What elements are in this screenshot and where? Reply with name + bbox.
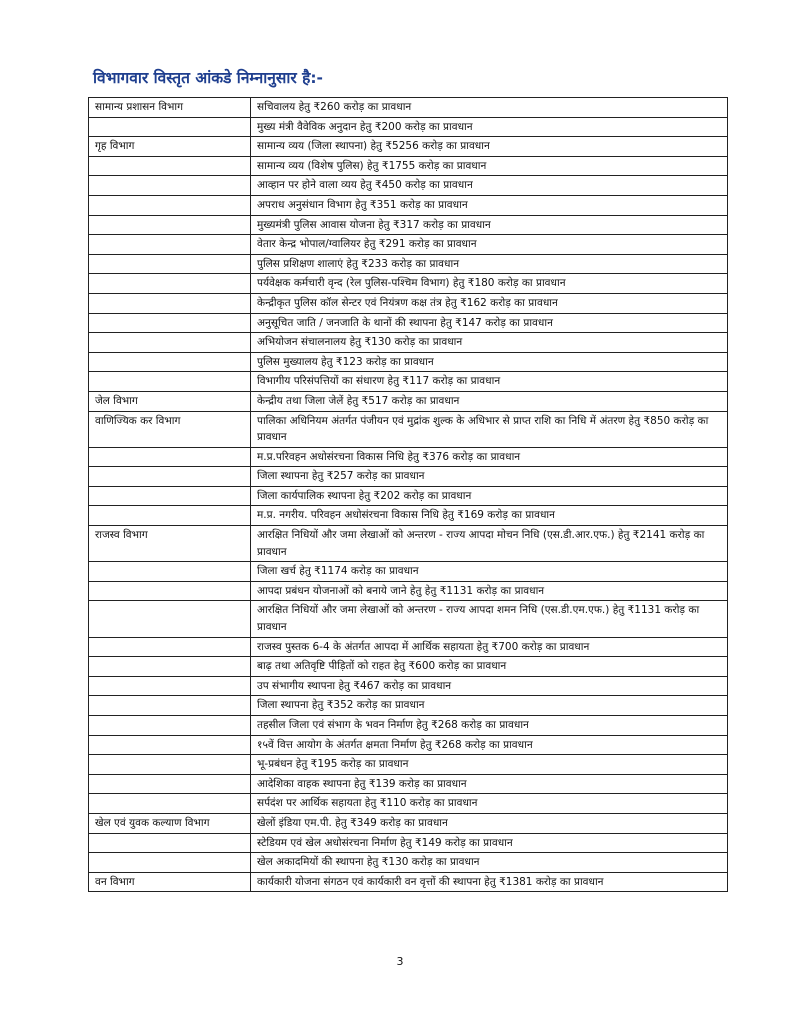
provision-cell: खेलों इंडिया एम.पी. हेतु ₹349 करोड़ का प्रावधान: [251, 813, 728, 833]
department-cell: [89, 794, 251, 814]
table-row: [89, 562, 728, 582]
provision-cell: सर्पदंश पर आर्थिक सहायता हेतु ₹110 करोड़ का प्रावधान: [251, 794, 728, 814]
department-cell: [89, 333, 251, 353]
table-row: [89, 794, 728, 814]
table-row: [89, 813, 728, 833]
department-cell: [89, 506, 251, 526]
table-row: [89, 274, 728, 294]
provision-cell: जिला खर्च हेतु ₹1174 करोड़ का प्रावधान: [251, 562, 728, 582]
table-row: [89, 447, 728, 467]
table-row: [89, 372, 728, 392]
provision-cell: १५वें वित्त आयोग के अंतर्गत क्षमता निर्माण हेतु ₹268 करोड़ का प्रावधान: [251, 735, 728, 755]
provision-cell: विभागीय परिसंपत्तियों का संधारण हेतु ₹117 करोड़ का प्रावधान: [251, 372, 728, 392]
table-row: [89, 98, 728, 118]
table-row: [89, 391, 728, 411]
table-row: [89, 696, 728, 716]
provision-cell: सामान्य व्यय (विशेष पुलिस) हेतु ₹1755 करोड़ का प्रावधान: [251, 156, 728, 176]
department-cell: [89, 637, 251, 657]
provision-cell: वेतार केन्द्र भोपाल/ग्वालियर हेतु ₹291 करोड़ का प्रावधान: [251, 235, 728, 255]
table-row: [89, 637, 728, 657]
provision-cell: आरक्षित निधियों और जमा लेखाओं को अन्तरण - राज्य आपदा मोचन निधि (एस.डी.आर.एफ.) हेतु ₹2141 करोड़ का प्रावधान: [251, 526, 728, 562]
department-cell: [89, 235, 251, 255]
page-heading: विभागवार विस्तृत आंकडे निम्नानुसार है:-: [93, 69, 323, 87]
department-cell: [89, 774, 251, 794]
provision-cell: म.प्र.परिवहन अधोसंरचना विकास निधि हेतु ₹376 करोड़ का प्रावधान: [251, 447, 728, 467]
provision-cell: बाढ़ तथा अतिवृष्टि पीड़ितों को राहत हेतु ₹600 करोड़ का प्रावधान: [251, 657, 728, 677]
provision-cell: पर्यवेक्षक कर्मचारी वृन्द (रेल पुलिस-पश्चिम विभाग) हेतु ₹180 करोड़ का प्रावधान: [251, 274, 728, 294]
department-cell: गृह विभाग: [89, 137, 251, 157]
provision-cell: जिला स्थापना हेतु ₹257 करोड़ का प्रावधान: [251, 467, 728, 487]
department-cell: [89, 486, 251, 506]
provision-cell: आरक्षित निधियों और जमा लेखाओं को अन्तरण - राज्य आपदा शमन निधि (एस.डी.एम.एफ.) हेतु ₹1131 करोड़ का प्रावधान: [251, 601, 728, 637]
provision-cell: कार्यकारी योजना संगठन एवं कार्यकारी वन वृत्तों की स्थापना हेतु ₹1381 करोड़ का प्रावधान: [251, 872, 728, 892]
table-row: [89, 176, 728, 196]
department-cell: [89, 274, 251, 294]
page-number: 3: [396, 955, 404, 968]
department-cell: [89, 657, 251, 677]
provision-cell: अनुसूचित जाति / जनजाति के थानों की स्थापना हेतु ₹147 करोड़ का प्रावधान: [251, 313, 728, 333]
table-row: [89, 833, 728, 853]
table-row: [89, 774, 728, 794]
provision-cell: सामान्य व्यय (जिला स्थापना) हेतु ₹5256 करोड़ का प्रावधान: [251, 137, 728, 157]
department-cell: [89, 833, 251, 853]
department-cell: [89, 853, 251, 873]
provision-cell: अपराध अनुसंधान विभाग हेतु ₹351 करोड़ का प्रावधान: [251, 195, 728, 215]
provision-cell: स्टेडियम एवं खेल अधोसंरचना निर्माण हेतु ₹149 करोड़ का प्रावधान: [251, 833, 728, 853]
table-row: [89, 117, 728, 137]
table-row: [89, 716, 728, 736]
table-row: [89, 872, 728, 892]
provision-cell: आव्हान पर होने वाला व्यय हेतु ₹450 करोड़ का प्रावधान: [251, 176, 728, 196]
table-row: [89, 486, 728, 506]
department-cell: [89, 581, 251, 601]
department-cell: [89, 372, 251, 392]
provision-cell: जिला स्थापना हेतु ₹352 करोड़ का प्रावधान: [251, 696, 728, 716]
provision-cell: पुलिस मुख्यालय हेतु ₹123 करोड़ का प्रावधान: [251, 352, 728, 372]
table-row: [89, 411, 728, 447]
department-cell: [89, 467, 251, 487]
provision-cell: आदेशिका वाहक स्थापना हेतु ₹139 करोड़ का प्रावधान: [251, 774, 728, 794]
provision-cell: अभियोजन संचालनालय हेतु ₹130 करोड़ का प्रावधान: [251, 333, 728, 353]
department-cell: [89, 696, 251, 716]
provision-cell: पालिका अधिनियम अंतर्गत पंजीयन एवं मुद्रांक शुल्क के अधिभार से प्राप्त राशि का निधि में अंतरण हेतु ₹850 करोड़ का प्रावधान: [251, 411, 728, 447]
provision-cell: पुलिस प्रशिक्षण शालाएं हेतु ₹233 करोड़ का प्रावधान: [251, 254, 728, 274]
table-row: [89, 195, 728, 215]
table-row: [89, 657, 728, 677]
provision-cell: तहसील जिला एवं संभाग के भवन निर्माण हेतु ₹268 करोड़ का प्रावधान: [251, 716, 728, 736]
table-row: [89, 581, 728, 601]
table-row: [89, 676, 728, 696]
table-row: [89, 755, 728, 775]
table-row: [89, 467, 728, 487]
provision-cell: जिला कार्यपालिक स्थापना हेतु ₹202 करोड़ का प्रावधान: [251, 486, 728, 506]
provision-cell: आपदा प्रबंधन योजनाओं को बनाये जाने हेतु हेतु ₹1131 करोड़ का प्रावधान: [251, 581, 728, 601]
table-row: [89, 735, 728, 755]
department-cell: [89, 313, 251, 333]
table-row: [89, 254, 728, 274]
department-cell: [89, 447, 251, 467]
department-allocation-table: [88, 97, 728, 892]
department-cell: जेल विभाग: [89, 391, 251, 411]
department-cell: [89, 562, 251, 582]
table-row: [89, 313, 728, 333]
table-row: [89, 601, 728, 637]
department-cell: [89, 352, 251, 372]
department-cell: [89, 176, 251, 196]
provision-cell: भू-प्रबंधन हेतु ₹195 करोड़ का प्रावधान: [251, 755, 728, 775]
provision-cell: सचिवालय हेतु ₹260 करोड़ का प्रावधान: [251, 98, 728, 118]
table-row: [89, 235, 728, 255]
department-cell: [89, 735, 251, 755]
provision-cell: मुख्यमंत्री पुलिस आवास योजना हेतु ₹317 करोड़ का प्रावधान: [251, 215, 728, 235]
provision-cell: खेल अकादमियों की स्थापना हेतु ₹130 करोड़ का प्रावधान: [251, 853, 728, 873]
table-row: [89, 333, 728, 353]
table-row: [89, 526, 728, 562]
table-row: [89, 215, 728, 235]
provision-cell: म.प्र. नगरीय. परिवहन अधोसंरचना विकास निधि हेतु ₹169 करोड़ का प्रावधान: [251, 506, 728, 526]
provision-cell: उप संभागीय स्थापना हेतु ₹467 करोड़ का प्रावधान: [251, 676, 728, 696]
department-cell: [89, 755, 251, 775]
provision-cell: केन्द्रीकृत पुलिस कॉल सेन्टर एवं नियंत्रण कक्ष तंत्र हेतु ₹162 करोड़ का प्रावधान: [251, 293, 728, 313]
provision-cell: केन्द्रीय तथा जिला जेलें हेतु ₹517 करोड़ का प्रावधान: [251, 391, 728, 411]
department-cell: [89, 195, 251, 215]
department-cell: [89, 676, 251, 696]
provision-cell: राजस्व पुस्तक 6-4 के अंतर्गत आपदा में आर्थिक सहायता हेतु ₹700 करोड़ का प्रावधान: [251, 637, 728, 657]
table-row: [89, 853, 728, 873]
table-row: [89, 506, 728, 526]
department-cell: [89, 215, 251, 235]
department-cell: [89, 156, 251, 176]
department-cell: वाणिज्यिक कर विभाग: [89, 411, 251, 447]
table-row: [89, 137, 728, 157]
department-cell: सामान्य प्रशासन विभाग: [89, 98, 251, 118]
department-cell: [89, 716, 251, 736]
department-cell: राजस्व विभाग: [89, 526, 251, 562]
department-cell: खेल एवं युवक कल्याण विभाग: [89, 813, 251, 833]
table-row: [89, 352, 728, 372]
table-row: [89, 293, 728, 313]
department-cell: [89, 601, 251, 637]
table-row: [89, 156, 728, 176]
department-cell: [89, 293, 251, 313]
department-cell: [89, 254, 251, 274]
department-cell: [89, 117, 251, 137]
provision-cell: मुख्य मंत्री वैवेविक अनुदान हेतु ₹200 करोड़ का प्रावधान: [251, 117, 728, 137]
department-cell: वन विभाग: [89, 872, 251, 892]
